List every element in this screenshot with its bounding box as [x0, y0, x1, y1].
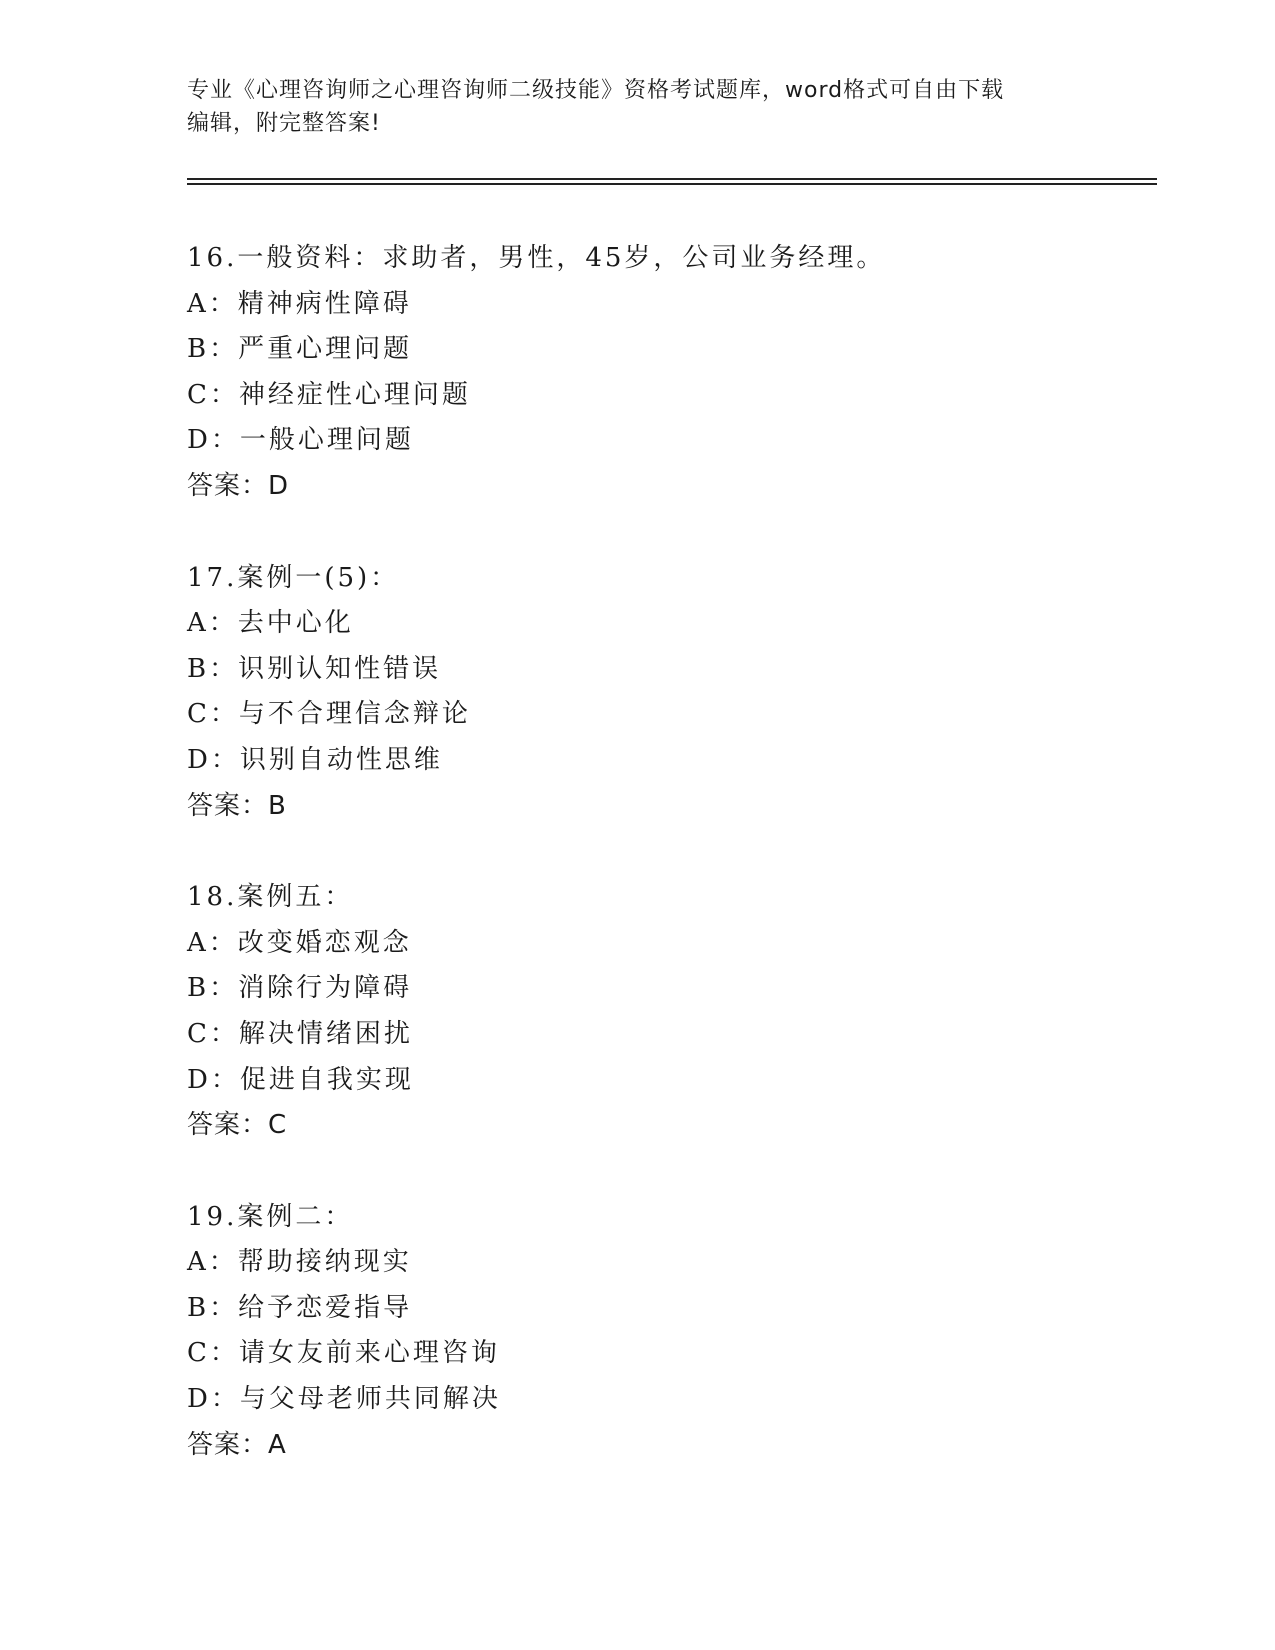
option-b: B：消除行为障碍 — [187, 973, 413, 1004]
header-line-2: 编辑，附完整答案! — [187, 111, 381, 136]
answer-line: 答案：D — [187, 470, 290, 501]
header-line-1: 专业《心理咨询师之心理咨询师二级技能》资格考试题库，word格式可自由下载 — [187, 78, 1005, 103]
option-a: A：去中心化 — [187, 608, 354, 639]
question-list — [187, 236, 1147, 1514]
option-d: D：识别自动性思维 — [187, 744, 443, 775]
option-b: B：严重心理问题 — [187, 334, 413, 365]
option-b: B：给予恋爱指导 — [187, 1292, 413, 1323]
option-d: D：一般心理问题 — [187, 425, 414, 456]
question-16 — [187, 236, 1147, 510]
question-stem: 19.案例二： — [187, 1201, 354, 1232]
option-a: A：精神病性障碍 — [187, 288, 412, 319]
header-divider-bottom — [187, 183, 1157, 185]
question-stem: 17.案例一(5)： — [187, 562, 400, 593]
answer-line: 答案：B — [187, 790, 287, 821]
answer-line: 答案：A — [187, 1429, 287, 1460]
question-17 — [187, 556, 1147, 830]
option-a: A：改变婚恋观念 — [187, 927, 412, 958]
question-stem: 16.一般资料：求助者，男性，45岁，公司业务经理。 — [187, 243, 886, 273]
question-stem: 18.案例五： — [187, 882, 354, 913]
option-c: C：请女友前来心理咨询 — [187, 1338, 500, 1369]
option-a: A：帮助接纳现实 — [187, 1247, 412, 1278]
option-b: B：识别认知性错误 — [187, 653, 442, 684]
option-d: D：与父母老师共同解决 — [187, 1384, 501, 1415]
question-19 — [187, 1195, 1147, 1469]
option-c: C：神经症性心理问题 — [187, 379, 471, 410]
option-c: C：与不合理信念辩论 — [187, 699, 471, 730]
question-18 — [187, 875, 1147, 1149]
answer-line: 答案：C — [187, 1110, 288, 1141]
option-c: C：解决情绪困扰 — [187, 1018, 413, 1049]
document-header — [187, 74, 1087, 140]
header-divider-top — [187, 178, 1157, 180]
option-d: D：促进自我实现 — [187, 1064, 414, 1095]
